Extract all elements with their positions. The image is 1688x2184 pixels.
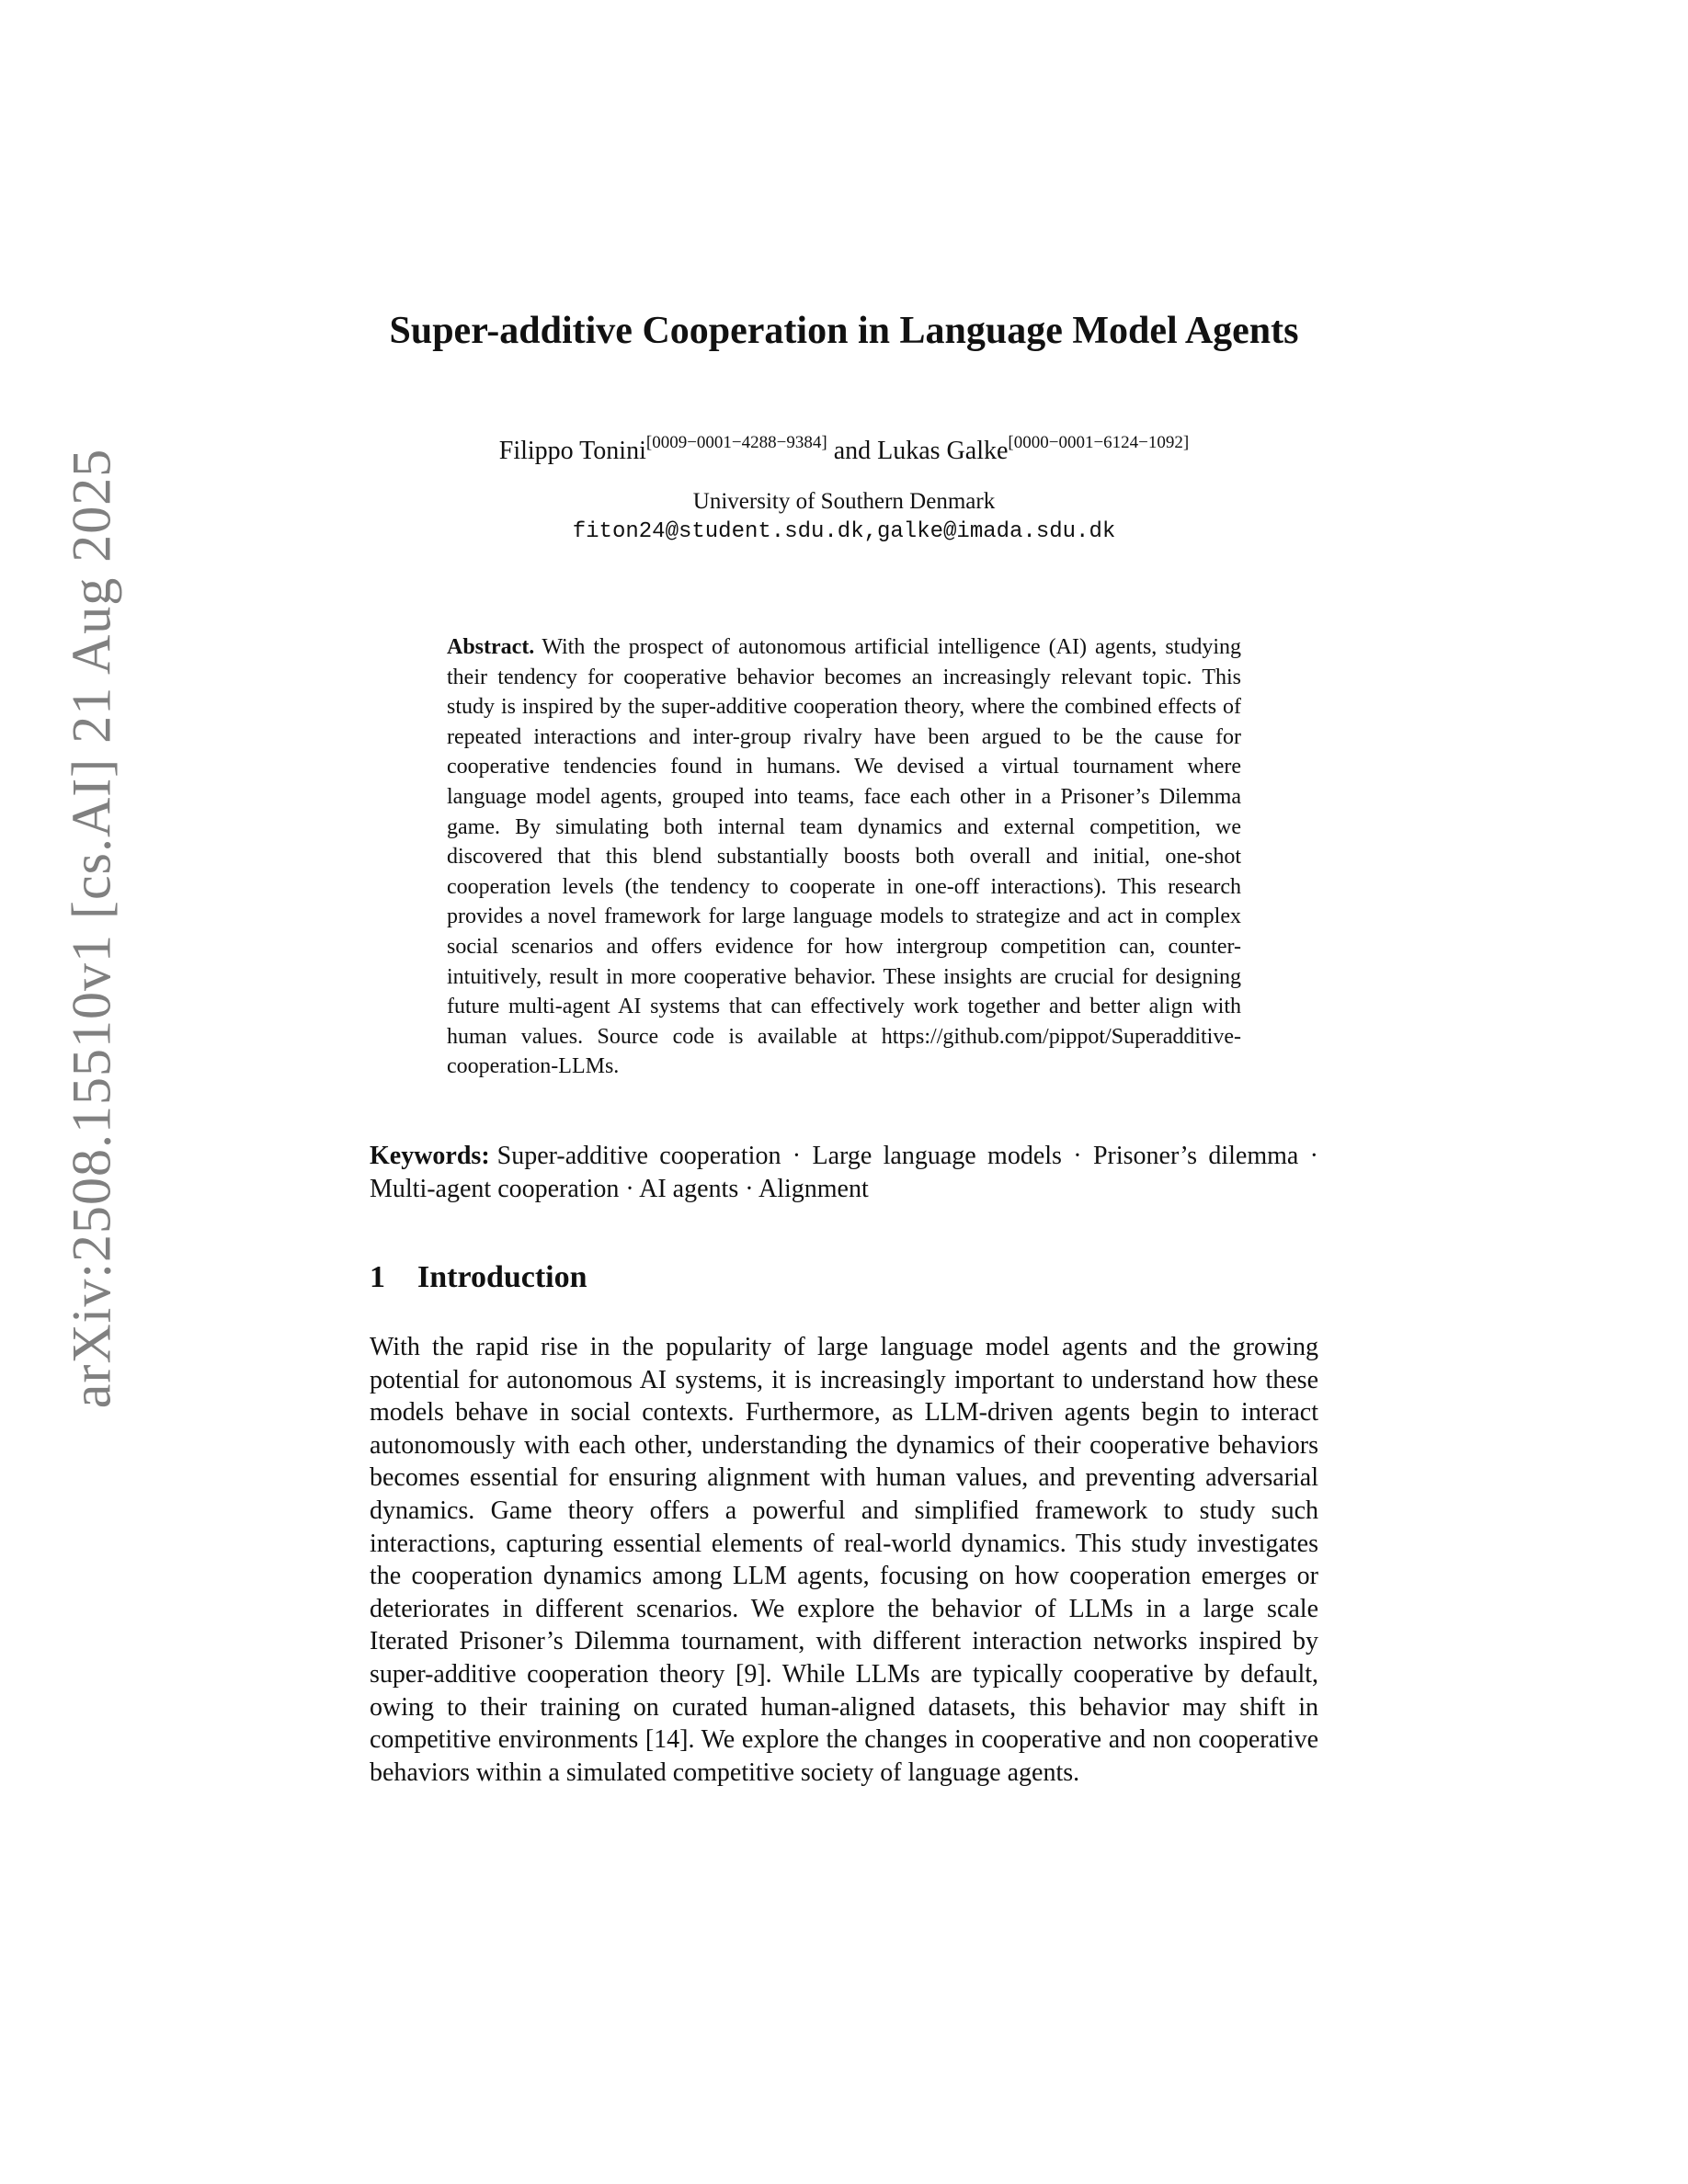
arxiv-identifier-stamp: arXiv:2508.15510v1 [cs.AI] 21 Aug 2025 [61,448,122,1409]
author-name-1: Filippo Tonini [498,437,646,465]
author-emails: fiton24@student.sdu.dk,galke@imada.sdu.dk [572,519,1116,544]
abstract-block [447,632,1241,1082]
keywords-block [370,1140,1318,1206]
abstract-label: Abstract. [447,635,535,659]
keywords-text: Super-additive cooperation · Large language models · Prisoner’s dilemma · Multi-agent cooperation · AI agents · Alignment [370,1142,1318,1203]
introduction-paragraph: With the rapid rise in the popularity of large language model agents and the growing potential for autonomous AI systems, it is increasingly important to understand how these models behave in social contexts. Furthermore, as LLM-driven agents begin to interact autonomously with each other, understanding the dynamics of their cooperative behaviors becomes essential for ensuring alignment with human values, and preventing adversarial dynamics. Game theory offers a powerful and simplified framework to study such interactions, capturing essential elements of real-world dynamics. This study investigates the cooperation dynamics among LLM agents, focusing on how cooperation emerges or deteriorates in different scenarios. We explore the behavior of LLMs in a large scale Iterated Prisoner’s Dilemma tournament, with different interaction networks inspired by super-additive cooperation theory [9]. While LLMs are typically cooperative by default, owing to their training on curated human-aligned datasets, this behavior may shift in competitive environments [14]. We explore the changes in cooperative and non cooperative behaviors within a simulated competitive society of language agents. [370,1333,1318,1787]
abstract-text: With the prospect of autonomous artificial intelligence (AI) agents, studying their tendency for cooperative behavior becomes an increasingly relevant topic. This study is inspired by the super-additive cooperation theory, where the combined effects of repeated interactions and inter-group rivalry have been argued to be the cause for cooperative tendencies found in humans. We devised a virtual tournament where language model agents, grouped into teams, face each other in a Prisoner’s Dilemma game. By simulating both internal team dynamics and external competition, we discovered that this blend substantially boosts both overall and initial, one-shot cooperation levels (the tendency to cooperate in one-off interactions). This research provides a novel framework for large language models to strategize and act in complex social scenarios and offers evidence for how intergroup competition can, counter-intuitively, result in more cooperative behavior. These insights are crucial for designing future multi-agent AI systems that can effectively work together and better align with human values. Source code is available at https://github.com/pippot/Superadditive-cooperation-LLMs. [447,635,1241,1079]
author-connector: and [833,437,872,465]
author-name-2: Lukas Galke [877,437,1009,465]
author-line [0,425,1688,470]
keywords-label: Keywords: [370,1142,490,1170]
author-orcid-1: [0009−0001−4288−9384] [645,433,827,452]
affiliation: University of Southern Denmark [692,489,996,514]
paper-title: Super-additive Cooperation in Language Model Agents [389,310,1299,352]
section-heading-introduction [370,1257,1318,1298]
section-title: Introduction [417,1260,587,1294]
author-orcid-2: [0000−0001−6124−1092] [1008,433,1190,452]
section-number: 1 [370,1260,385,1294]
